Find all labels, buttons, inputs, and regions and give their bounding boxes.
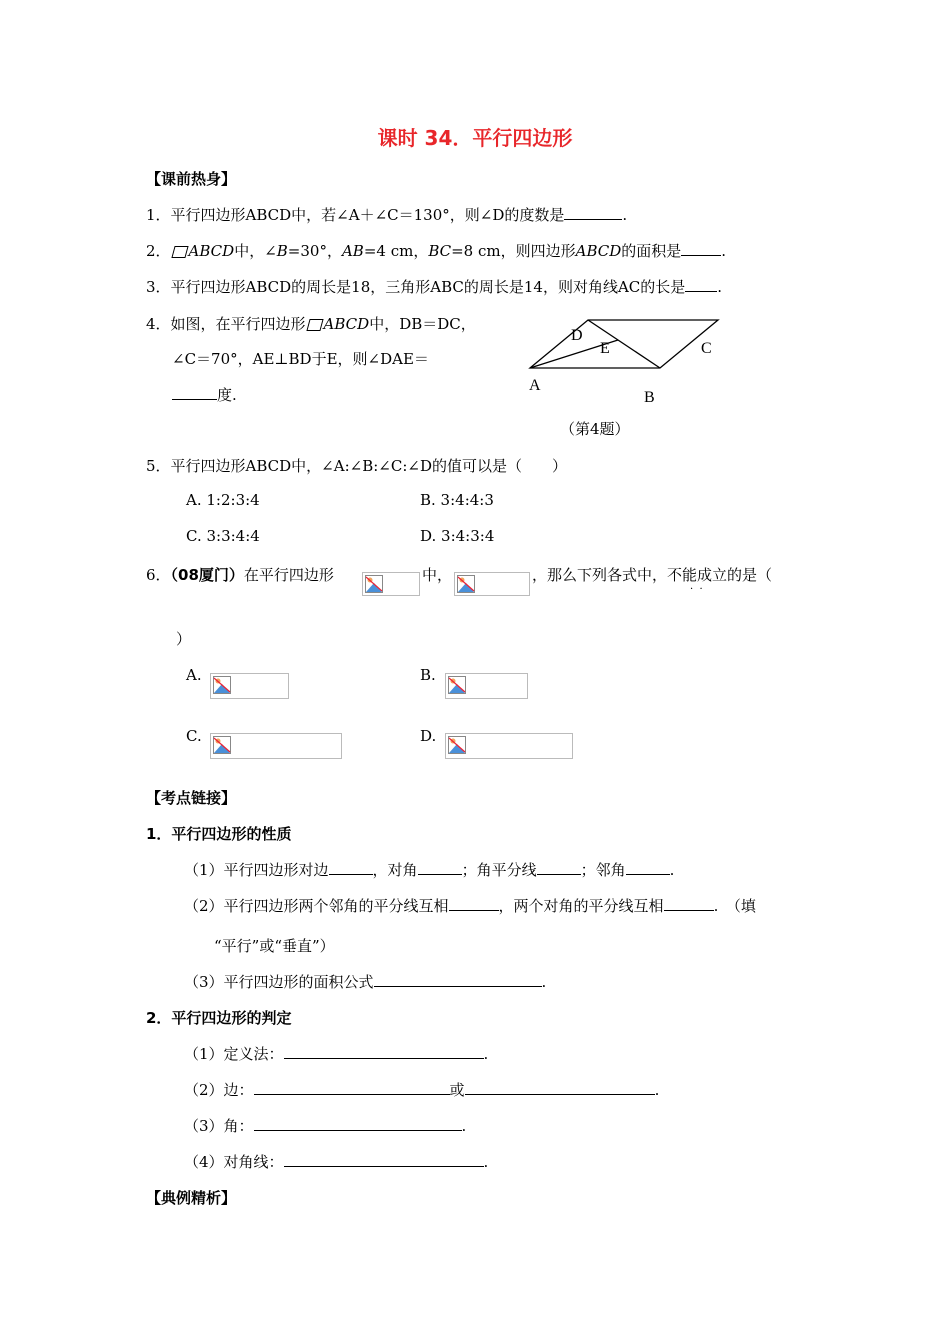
- question-6-close: ）: [176, 630, 192, 648]
- keypoint-2-item-2: [184, 1079, 659, 1100]
- text: =8 cm，则四边形: [451, 242, 576, 260]
- text: =30°，: [287, 242, 342, 260]
- parallelogram-symbol-icon: [306, 319, 323, 331]
- question-2: [146, 240, 726, 261]
- text: 的面积是: [621, 242, 682, 260]
- q6-option-b-image: [445, 673, 528, 699]
- text: 度.: [217, 386, 237, 404]
- question-6-mid: 中，: [422, 566, 453, 584]
- answer-blank: [681, 241, 721, 256]
- question-number: 2．: [146, 242, 171, 260]
- q6-option-c-image: [210, 733, 342, 759]
- text: . （填: [713, 897, 756, 915]
- text: 4．如图，在平行四边形: [146, 315, 306, 333]
- image-placeholder-icon: [448, 736, 466, 754]
- keypoint-1-item-2-note: “平行”或“垂直”）: [214, 937, 335, 955]
- diagonal-db: [588, 320, 660, 368]
- answer-blank: [172, 385, 217, 400]
- text: 中，DB＝DC，: [369, 315, 476, 333]
- var-abcd: ABCD: [188, 242, 235, 260]
- figure-label-b: B: [644, 389, 655, 406]
- question-6-num: [146, 564, 334, 585]
- question-number: 6．: [146, 566, 171, 584]
- question-4-line-3: [172, 384, 237, 405]
- page-title: 课时 34．平行四边形: [377, 126, 573, 150]
- image-placeholder-icon: [365, 575, 383, 593]
- answer-blank: [537, 860, 581, 875]
- question-4-line-2: ∠C＝70°，AE⊥BD于E，则∠DAE＝: [172, 350, 429, 368]
- q6-option-c: C.: [186, 727, 202, 745]
- text: （4）对角线：: [184, 1153, 284, 1171]
- option-d: D. 3:4:3:4: [420, 527, 495, 545]
- keypoint-1-item-2: [184, 895, 756, 916]
- figure-label-e: E: [600, 340, 610, 357]
- answer-blank: [626, 860, 670, 875]
- period: .: [483, 1045, 489, 1063]
- emphasis-dots: · ·: [690, 584, 703, 595]
- period: .: [483, 1153, 489, 1171]
- q6-option-b: B.: [420, 666, 436, 684]
- question-3: [146, 276, 722, 297]
- period: .: [654, 1081, 660, 1099]
- var-bc: BC: [428, 242, 452, 260]
- period: .: [717, 278, 723, 296]
- text: 中，∠: [234, 242, 277, 260]
- broken-image-icon: [362, 572, 420, 596]
- period: .: [461, 1117, 467, 1135]
- text: ；邻角: [580, 861, 626, 879]
- image-placeholder-icon: [213, 736, 231, 754]
- text: （3）角：: [184, 1117, 254, 1135]
- parallelogram-symbol-icon: [171, 246, 188, 258]
- text: 在平行四边形: [243, 566, 334, 584]
- var-abcd: ABCD: [575, 242, 622, 260]
- broken-image-icon: [454, 572, 530, 596]
- section-keypoints-heading: 【考点链接】: [146, 789, 237, 807]
- figure-label-c: C: [701, 340, 712, 357]
- text: =4 cm，: [363, 242, 429, 260]
- text: ，两个对角的平分线互相: [498, 897, 664, 915]
- text: （2）平行四边形两个邻角的平分线互相: [184, 897, 449, 915]
- keypoint-1-item-1: [184, 859, 674, 880]
- question-1-text: 1．平行四边形ABCD中，若∠A＋∠C＝130°，则∠D的度数是: [146, 206, 565, 224]
- figure-label-a: A: [529, 377, 541, 394]
- question-3-text: 3．平行四边形ABCD的周长是18，三角形ABC的周长是14，则对角线AC的长是: [146, 278, 686, 296]
- figure-caption: （第4题）: [560, 420, 630, 438]
- q6-option-a: A.: [186, 666, 202, 684]
- period: .: [541, 973, 547, 991]
- keypoint-2-item-4: [184, 1151, 488, 1172]
- question-4-line-1: [146, 313, 476, 334]
- section-warmup-heading: 【课前热身】: [146, 170, 237, 188]
- image-placeholder-icon: [448, 676, 466, 694]
- text: （1）平行四边形对边: [184, 861, 329, 879]
- figure-label-d: D: [571, 327, 583, 344]
- text: ；角平分线: [461, 861, 537, 879]
- answer-blank: [374, 972, 542, 987]
- answer-blank: [254, 1080, 450, 1095]
- period: .: [669, 861, 675, 879]
- period: .: [622, 206, 628, 224]
- answer-blank: [465, 1080, 655, 1095]
- answer-blank: [418, 860, 462, 875]
- option-b: B. 3:4:4:3: [420, 491, 494, 509]
- answer-blank: [664, 896, 714, 911]
- answer-blank: [449, 896, 499, 911]
- keypoint-2-heading: 2．平行四边形的判定: [146, 1009, 292, 1027]
- keypoint-2-item-1: [184, 1043, 488, 1064]
- text: （1）定义法：: [184, 1045, 284, 1063]
- section-examples-heading: 【典例精析】: [146, 1189, 237, 1207]
- question-5: 5．平行四边形ABCD中，∠A:∠B:∠C:∠D的值可以是（ ）: [146, 457, 567, 475]
- q6-option-a-image: [210, 673, 289, 699]
- question-6-end: ，那么下列各式中，不能成立的是（: [532, 566, 773, 584]
- var-ab: AB: [341, 242, 364, 260]
- q6-option-d-image: [445, 733, 573, 759]
- keypoint-1-item-3: [184, 971, 546, 992]
- keypoint-1-heading: 1．平行四边形的性质: [146, 825, 292, 843]
- keypoint-2-item-3: [184, 1115, 466, 1136]
- text: 或: [449, 1081, 465, 1099]
- image-placeholder-icon: [213, 676, 231, 694]
- answer-blank: [284, 1152, 484, 1167]
- var-abcd: ABCD: [323, 315, 370, 333]
- source-tag: （08厦门）: [170, 566, 244, 584]
- text: （3）平行四边形的面积公式: [184, 973, 374, 991]
- var-b: B: [276, 242, 288, 260]
- text: （2）边：: [184, 1081, 254, 1099]
- answer-blank: [685, 277, 717, 292]
- answer-blank: [284, 1044, 484, 1059]
- answer-blank: [564, 205, 622, 220]
- text: ，对角: [372, 861, 418, 879]
- parallelogram-figure: [520, 310, 730, 410]
- q6-option-d: D.: [420, 727, 437, 745]
- option-c: C. 3:3:4:4: [186, 527, 260, 545]
- option-a: A. 1:2:3:4: [186, 491, 260, 509]
- question-1: [146, 204, 627, 225]
- answer-blank: [329, 860, 373, 875]
- answer-blank: [254, 1116, 462, 1131]
- image-placeholder-icon: [457, 575, 475, 593]
- period: .: [721, 242, 727, 260]
